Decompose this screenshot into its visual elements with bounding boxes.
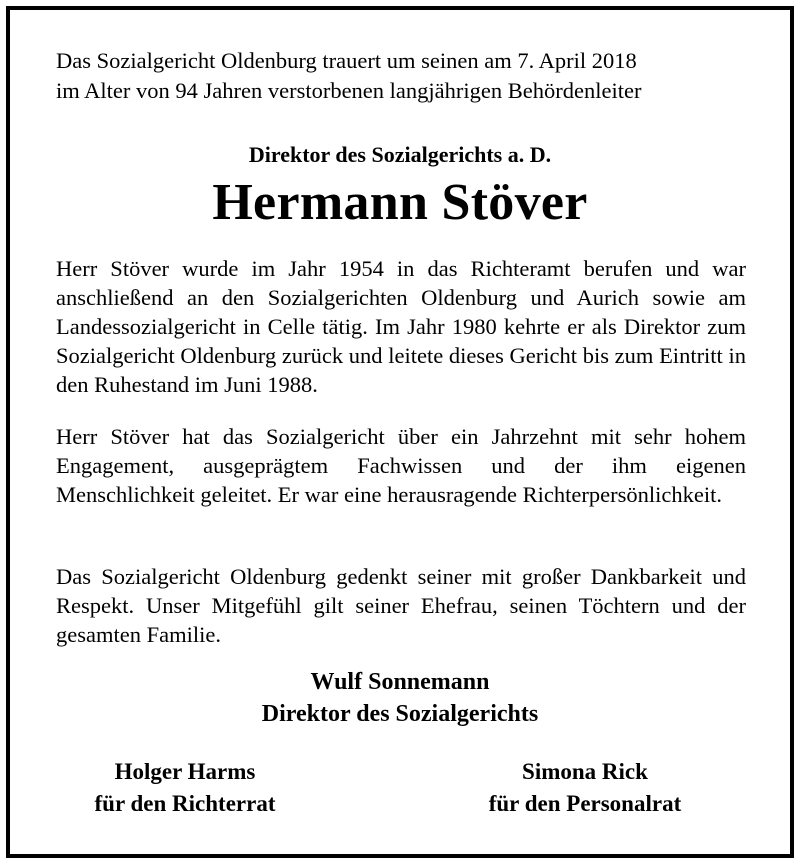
signatory-judges-council-name: Holger Harms <box>114 759 256 784</box>
deceased-title: Direktor des Sozialgerichts a. D. <box>248 142 552 167</box>
signatory-director-name: Wulf Sonnemann <box>310 669 490 695</box>
signatory-staff-council-name: Simona Rick <box>522 759 648 784</box>
signatory-staff-council <box>440 756 730 820</box>
intro-line-1: Das Sozialgericht Oldenburg trauert um seinen am 7. April 2018 <box>56 48 637 73</box>
intro-line-2: im Alter von 94 Jahren verstorbenen langjährigen Behördenleiter <box>56 78 642 103</box>
obituary-notice <box>6 6 794 858</box>
signatory-judges-council-role: für den Richterrat <box>94 791 276 816</box>
signatory-staff-council-role: für den Personalrat <box>488 791 682 816</box>
deceased-name: Hermann Stöver <box>212 174 588 231</box>
signatory-judges-council <box>40 756 330 820</box>
paragraph-career: Herr Stöver wurde im Jahr 1954 in das Richteramt berufen und war anschließend an den Sozialgerichten Oldenburg und Aurich sowie am Landessozialgericht in Celle tätig. Im Jahr 1980 kehrte er als Direktor zum Sozialgericht Oldenburg zurück und leitete dieses Gericht bis zum Eintritt in den Ruhestand im Juni 1988. <box>56 256 746 397</box>
paragraph-condolence: Das Sozialgericht Oldenburg gedenkt seiner mit großer Dankbarkeit und Respekt. Unser Mitgefühl gilt seiner Ehefrau, seinen Töchtern und der gesamten Familie. <box>56 564 746 647</box>
intro-text <box>56 46 746 106</box>
signatory-director-role: Direktor des Sozialgerichts <box>261 701 539 727</box>
signatory-director <box>10 666 790 730</box>
paragraph-tribute: Herr Stöver hat das Sozialgericht über ein Jahrzehnt mit sehr hohem Engagement, ausgeprägtem Fachwissen und der ihm eigenen Menschlichkeit geleitet. Er war eine herausragende Richterpersönlichkeit. <box>56 424 746 507</box>
